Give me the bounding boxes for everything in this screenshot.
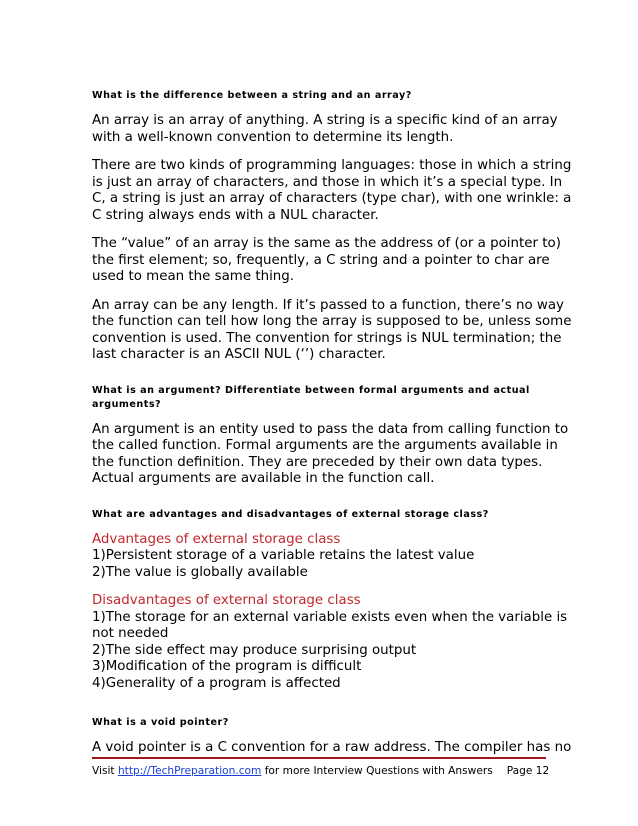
advantages-block [92,532,552,582]
footer-link[interactable]: http://TechPreparation.com [117,765,262,777]
question-heading-external-storage: What are advantages and disadvantages of external storage class? [92,508,489,520]
page-number: Page 12 [506,765,550,777]
answer-paragraph: An argument is an entity used to pass the data from calling function to the called function. Formal arguments are the arguments available in the function definition. They are preceded by their own data types. Actual arguments are available in the function call. [92,421,569,486]
answer-paragraph: There are two kinds of programming languages: those in which a string is just an array of characters, and those in which it’s a special type. In C, a string is just an array of characters (type char), with one wrinkle: a C string always ends with a NUL character. [92,158,572,223]
list-item: 3)Modification of the program is difficult [92,659,362,674]
answer-paragraph: An array can be any length. If it’s passed to a function, there’s no way the function can tell how long the array is supposed to be, unless some convention is used. The convention for strings is NUL termination; the last character is an ASCII NUL (‘’) character. [92,297,572,362]
disadvantages-heading: Disadvantages of external storage class [92,593,361,608]
page-content [92,80,572,757]
page-footer [92,765,552,777]
question-heading-void-pointer: What is a void pointer? [92,717,229,728]
footer-prefix: Visit [92,765,118,777]
footer-suffix: for more Interview Questions with Answers [261,765,493,777]
list-item: not needed [92,626,169,641]
list-item: 2)The value is globally available [92,564,308,580]
disadvantages-block [92,593,568,692]
list-item: 4)Generality of a program is affected [92,675,341,691]
question-heading-argument: What is an argument? Differentiate between formal arguments and actual arguments? [92,384,530,410]
footer-divider [92,757,546,759]
answer-paragraph: The “value” of an array is the same as the address of (or a pointer to) the first element; so, frequently, a C string and a pointer to char are used to mean the same thing. [92,236,561,284]
answer-paragraph: A void pointer is a C convention for a raw address. The compiler has no [92,740,572,755]
advantages-heading: Advantages of external storage class [92,531,341,547]
list-item: 1)The storage for an external variable exists even when the variable is [92,609,568,625]
list-item: 1)Persistent storage of a variable retains the latest value [92,548,475,563]
answer-paragraph: An array is an array of anything. A string is a specific kind of an array with a well-known convention to determine its length. [92,113,558,145]
question-heading-string-vs-array: What is the difference between a string and an array? [92,90,412,101]
list-item: 2)The side effect may produce surprising output [92,642,417,658]
